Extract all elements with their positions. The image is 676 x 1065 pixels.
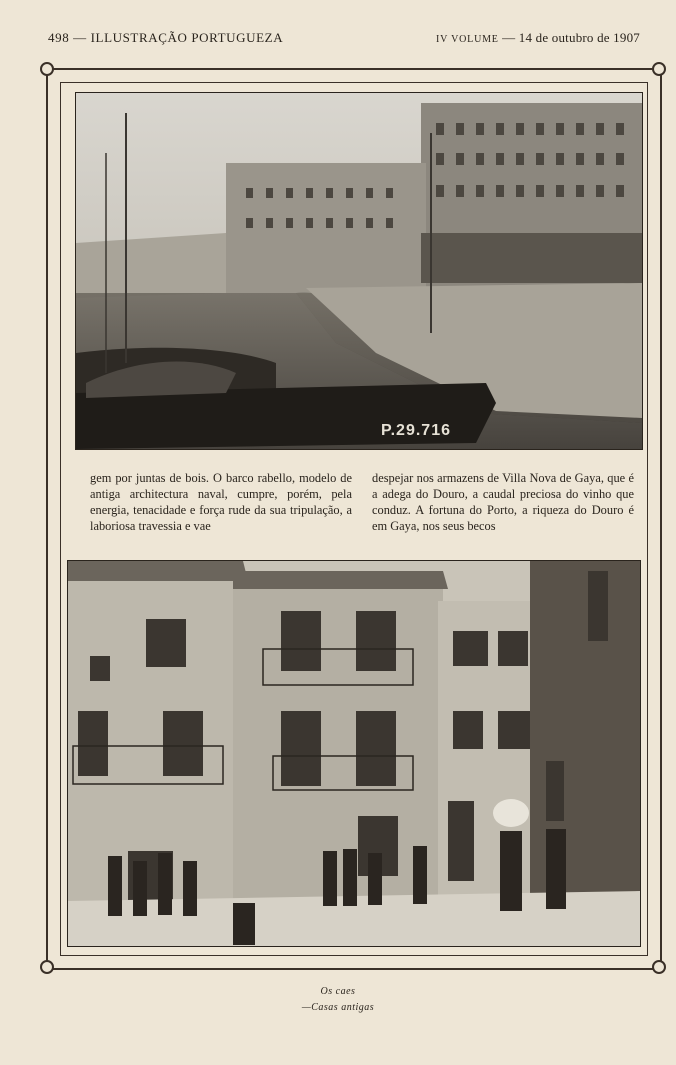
caption-second: —Casas antigas bbox=[301, 1002, 375, 1013]
boat-number: P.29.716 bbox=[381, 422, 451, 439]
text-column-right bbox=[372, 470, 634, 534]
caption-first: Os caes bbox=[320, 986, 356, 997]
article-text bbox=[90, 470, 634, 540]
photo-captions bbox=[0, 984, 676, 1016]
issue-date bbox=[436, 30, 640, 46]
page-number-and-title: 498 — ILLUSTRAÇÃO PORTUGUEZA bbox=[48, 30, 284, 45]
frame-ornament-icon bbox=[40, 62, 54, 76]
paragraph-left: gem por juntas de bois. O barco rabello, modelo de antiga architectura naval, cumpre, porém, pela energia, tenacidade e força rude da sua tripulação, a laboriosa travessia e vae bbox=[90, 471, 352, 533]
frame-ornament-icon bbox=[652, 62, 666, 76]
volume-label: IV VOLUME bbox=[436, 34, 499, 45]
frame-ornament-icon bbox=[652, 960, 666, 974]
frame-ornament-icon bbox=[40, 960, 54, 974]
paragraph-right: despejar nos armazens de Villa Nova de Gaya, que é a adega do Douro, a caudal preciosa do vinho que conduz. A fortuna do Porto, a riqueza do Douro é em Gaya, nos seus becos bbox=[372, 471, 634, 533]
date-label: — 14 de outubro de 1907 bbox=[502, 30, 640, 45]
text-column-left bbox=[90, 470, 352, 534]
photo-quay bbox=[75, 92, 643, 450]
page-header bbox=[48, 30, 640, 52]
photo-old-houses bbox=[67, 560, 641, 947]
